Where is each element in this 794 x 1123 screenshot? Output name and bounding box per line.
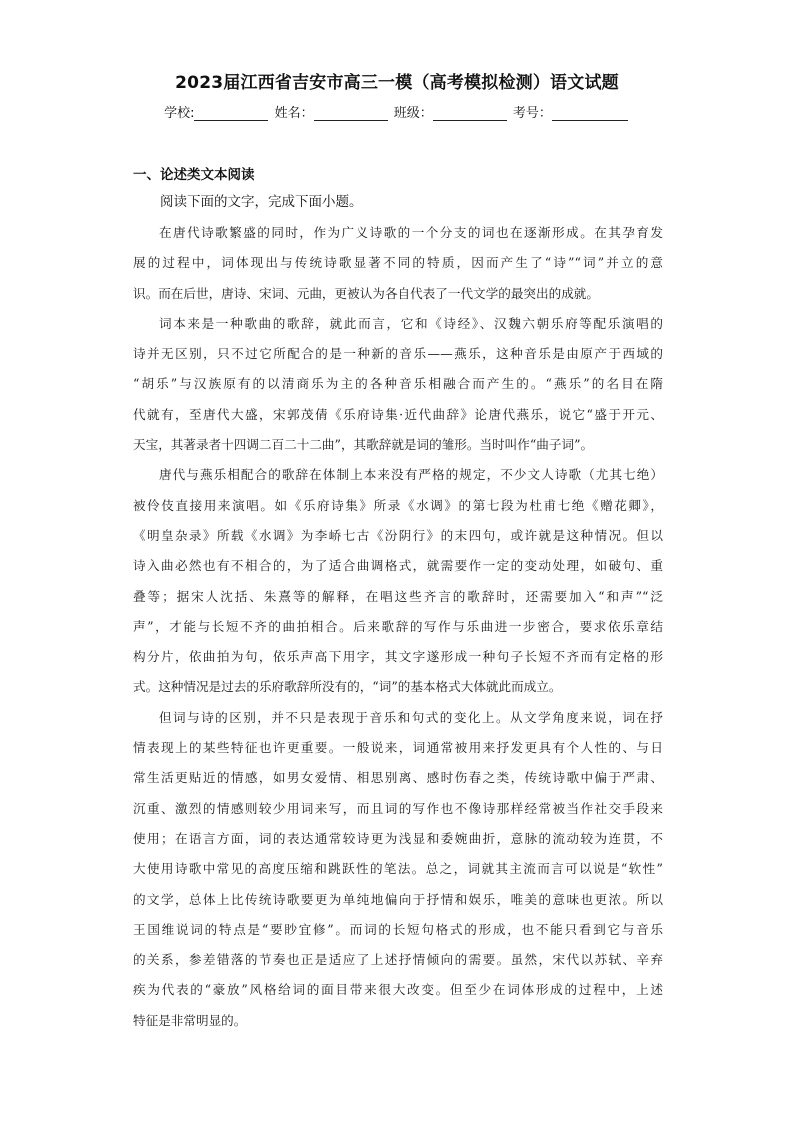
page-title: 2023届江西省吉安市高三一模（高考模拟检测）语文试题 xyxy=(175,73,619,93)
passage-line: “胡乐”与汉族原有的以清商乐为主的各种音乐相融合而产生的。“燕乐”的名目在隋 xyxy=(133,376,663,392)
exam-no-label: 考号： xyxy=(512,106,552,121)
passage-line: 王国维说词的特点是“要眇宜修”。而词的长短句格式的形成，也不能只看到它与音乐 xyxy=(133,921,663,937)
class-label: 班级： xyxy=(393,106,433,121)
passage-line: 被伶伎直接用来演唱。如《乐府诗集》所录《水调》的第七段为杜甫七绝《赠花卿》， xyxy=(133,497,663,513)
name-label: 姓名： xyxy=(274,106,314,121)
section-instruction: 阅读下面的文字，完成下面小题。 xyxy=(160,194,363,210)
name-blank[interactable] xyxy=(314,106,388,121)
passage-line: 沉重、激烈的情感则较少用词来写，而且词的写作也不像诗那样经常被当作社交手段来 xyxy=(133,800,663,816)
passage-line: 识。而在后世，唐诗、宋词、元曲，更被认为各自代表了一代文学的最突出的成就。 xyxy=(133,285,599,301)
passage-line: 但词与诗的区别，并不只是表现于音乐和句式的变化上。从文学角度来说，词在抒 xyxy=(159,709,663,725)
passage-line: 声”，才能与长短不齐的曲拍相合。后来歌辞的写作与乐曲进一步密合，要求依乐章结 xyxy=(133,618,663,634)
passage-line: 使用；在语言方面，词的表达通常较诗更为浅显和委婉曲折，意脉的流动较为连贯，不 xyxy=(133,830,663,846)
passage-line: 式。这种情况是过去的乐府歌辞所没有的，“词”的基本格式大体就此而成立。 xyxy=(133,679,562,695)
section-heading: 一、论述类文本阅读 xyxy=(133,167,255,183)
passage-line: 常生活更贴近的情感，如男女爱情、相思别离、感时伤春之类，传统诗歌中偏于严肃、 xyxy=(133,770,663,786)
passage-line: 在唐代诗歌繁盛的同时，作为广义诗歌的一个分支的词也在逐渐形成。在其孕育发 xyxy=(159,225,663,240)
passage-line: 词本来是一种歌曲的歌辞，就此而言，它和《诗经》、汉魏六朝乐府等配乐演唱的 xyxy=(159,315,663,331)
class-blank[interactable] xyxy=(433,106,507,121)
passage-line: 构分片，依曲拍为句，依乐声高下用字，其文字遂形成一种句子长短不齐而有定格的形 xyxy=(133,649,663,665)
passage-line: 特征是非常明显的。 xyxy=(133,1012,247,1028)
passage-line: 展的过程中，词体现出与传统诗歌显著不同的特质，因而产生了“诗”“词”并立的意 xyxy=(133,255,663,271)
student-info-row xyxy=(0,102,794,121)
school-blank[interactable] xyxy=(194,106,268,121)
school-label: 学校: xyxy=(164,106,195,121)
passage-line: 诗并无区别，只不过它所配合的是一种新的音乐——燕乐，这种音乐是由原产于西域的 xyxy=(133,346,663,362)
reading-passage xyxy=(133,218,663,1036)
passage-line: 诗入曲必然也有不相合的，为了适合曲调格式，就需要作一定的变动处理，如破句、重 xyxy=(133,558,663,574)
passage-line: 叠等；据宋人沈括、朱熹等的解释，在唱这些齐言的歌辞时，还需要加入“和声”“泛 xyxy=(133,588,663,604)
passage-line: 的文学，总体上比传统诗歌要更为单纯地偏向于抒情和娱乐，唯美的意味也更浓。所以 xyxy=(133,891,663,907)
passage-line: 唐代与燕乐相配合的歌辞在体制上本来没有严格的规定，不少文人诗歌（尤其七绝） xyxy=(159,467,663,483)
exam-no-blank[interactable] xyxy=(552,106,628,121)
passage-line: 《明皇杂录》所载《水调》为李峤七古《汾阴行》的末四句，或许就是这种情况。但以 xyxy=(133,527,663,543)
passage-line: 疾为代表的“豪放”风格给词的面目带来很大改变。但至少在词体形成的过程中，上述 xyxy=(133,982,663,998)
passage-line: 天宝，其著录者十四调二百二十二曲”，其歌辞就是词的雏形。当时叫作“曲子词”。 xyxy=(133,437,594,453)
passage-line: 代就有，至唐代大盛，宋郭茂倩《乐府诗集·近代曲辞》论唐代燕乐，说它“盛于开元、 xyxy=(133,406,663,422)
passage-line: 的关系，参差错落的节奏也正是适应了上述抒情倾向的需要。虽然，宋代以苏轼、辛弃 xyxy=(133,952,663,968)
passage-line: 情表现上的某些特征也许更重要。一般说来，词通常被用来抒发更具有个人性的、与日 xyxy=(133,740,663,756)
passage-line: 大使用诗歌中常见的高度压缩和跳跃性的笔法。总之，词就其主流而言可以说是“软性” xyxy=(133,861,663,877)
